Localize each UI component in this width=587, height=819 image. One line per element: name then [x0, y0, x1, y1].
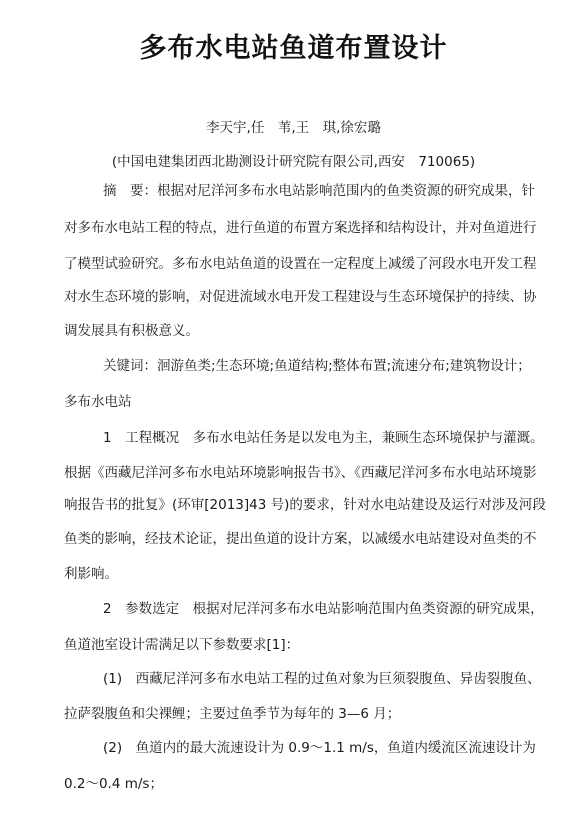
- body-line: (2) 鱼道内的最大流速设计为 0.9～1.1 m/s，鱼道内缓流区流速设计为: [103, 740, 536, 756]
- affiliation: (中国电建集团西北勘测设计研究院有限公司,西安 710065): [111, 154, 476, 170]
- body-line: 利影响。: [64, 566, 118, 582]
- body-line: 拉萨裂腹鱼和尖裸鲤；主要过鱼季节为每年的 3—6 月；: [64, 706, 401, 722]
- abstract-line: 了模型试验研究。多布水电站鱼道的设置在一定程度上减缓了河段水电开发工程: [64, 256, 537, 272]
- body-line: 鱼类的影响，经技术论证，提出鱼道的设计方案，以减缓水电站建设对鱼类的不: [64, 531, 537, 547]
- body-line: 1 工程概况 多布水电站任务是以发电为主，兼顾生态环境保护与灌溉。: [103, 430, 544, 446]
- paper-title: 多布水电站鱼道布置设计: [139, 33, 448, 64]
- body-line: 响报告书的批复》(环审[2013]43 号)的要求，针对水电站建设及运行对涉及河段: [64, 497, 546, 513]
- abstract-line: 调发展具有积极意义。: [64, 323, 199, 339]
- body-line: 根据《西藏尼洋河多布水电站环境影响报告书》、《西藏尼洋河多布水电站环境影: [64, 465, 537, 481]
- body-line: (1) 西藏尼洋河多布水电站工程的过鱼对象为巨须裂腹鱼、异齿裂腹鱼、: [103, 671, 541, 687]
- author-list: 李天宇,任 苇,王 琪,徐宏璐: [206, 120, 381, 136]
- body-line: 0.2～0.4 m/s；: [64, 776, 163, 792]
- body-line: 鱼道池室设计需满足以下参数要求[1]：: [64, 637, 300, 653]
- body-line: 2 参数选定 根据对尼洋河多布水电站影响范围内鱼类资源的研究成果，: [103, 601, 544, 617]
- keywords-line: 关键词：洄游鱼类;生态环境;鱼道结构;整体布置;流速分布;建筑物设计；: [103, 358, 531, 374]
- abstract-line: 摘 要：根据对尼洋河多布水电站影响范围内的鱼类资源的研究成果，针: [103, 183, 535, 199]
- abstract-line: 对多布水电站工程的特点，进行鱼道的布置方案选择和结构设计，并对鱼道进行: [64, 220, 537, 236]
- abstract-line: 对水生态环境的影响，对促进流域水电开发工程建设与生态环境保护的持续、协: [64, 289, 537, 305]
- keywords-line: 多布水电站: [64, 394, 132, 410]
